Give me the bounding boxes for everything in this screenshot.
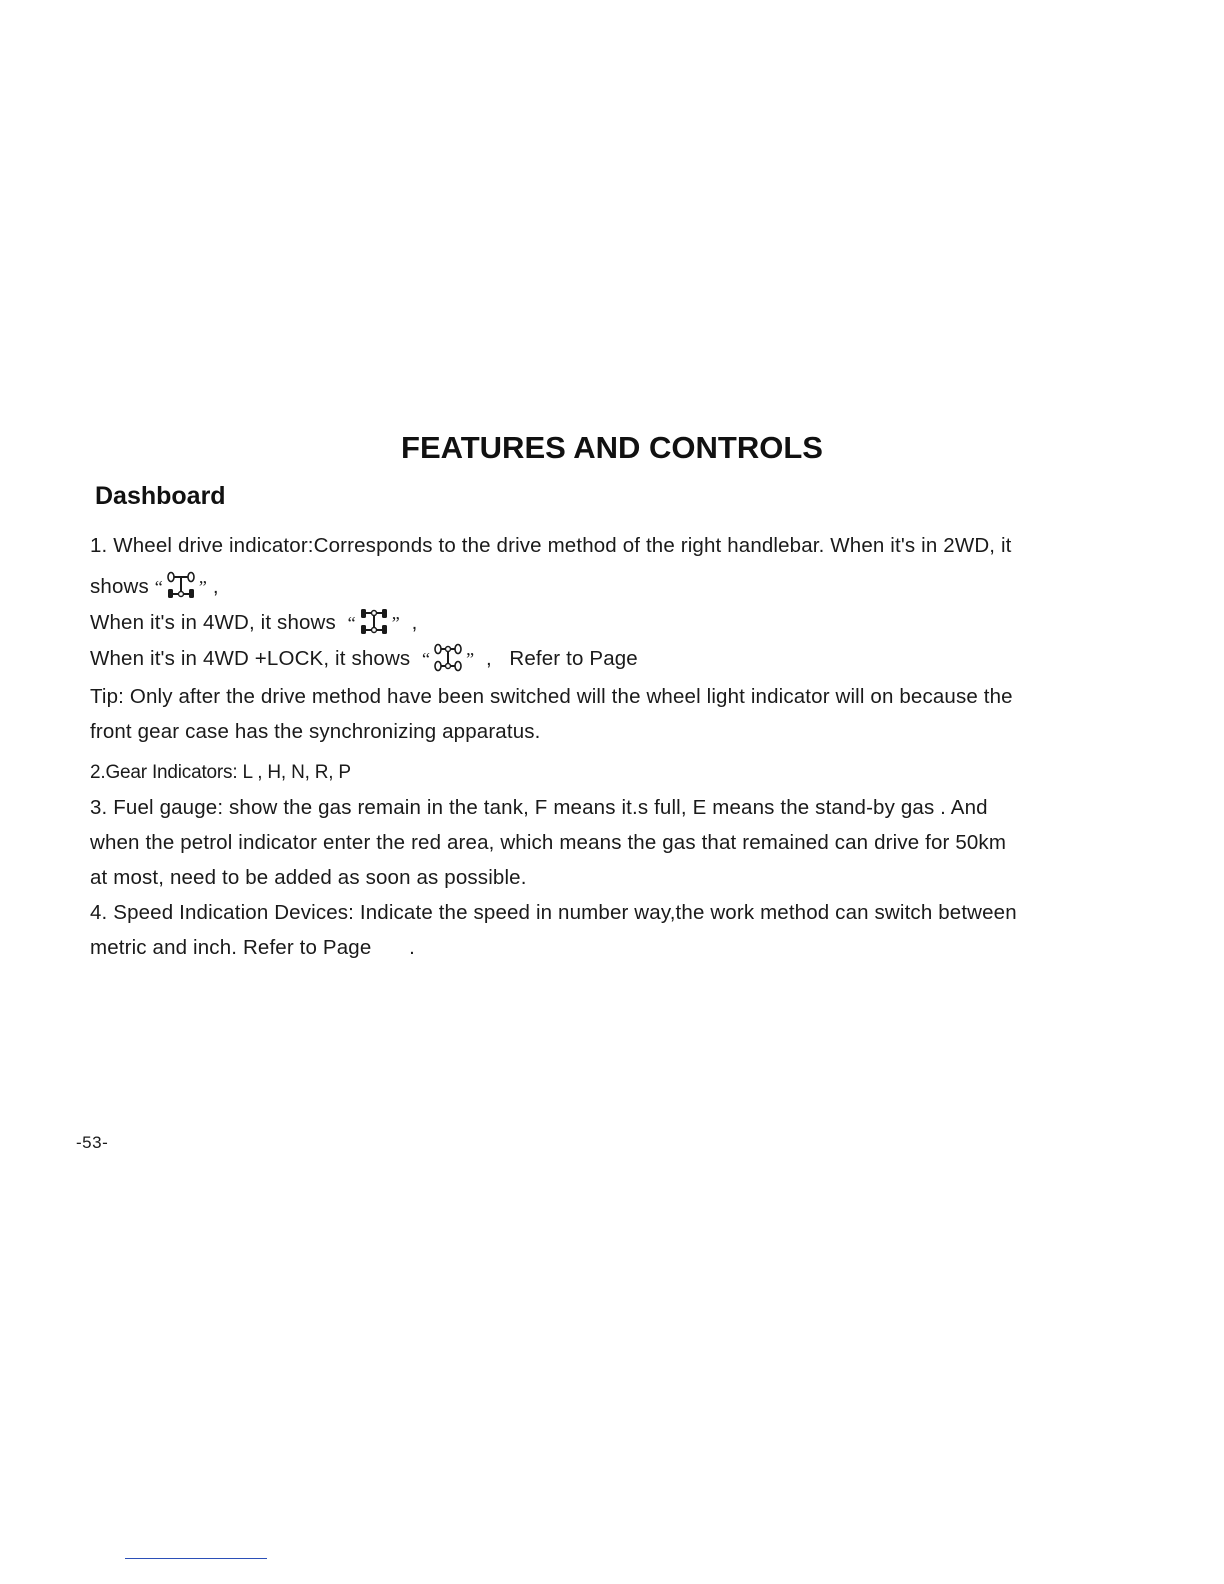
open-quote: “ <box>154 577 163 597</box>
4wd-lock-label: When it's in 4WD +LOCK, it shows <box>90 647 411 670</box>
comma: , <box>486 647 492 670</box>
comma: , <box>212 575 219 598</box>
4wd-drive-icon <box>356 607 392 637</box>
open-quote: “ <box>347 613 356 633</box>
item-3-line-1: 3. Fuel gauge: show the gas remain in the tank, F means it.s full, E means the stand-by gas . And <box>90 796 988 819</box>
item-4-line-2 <box>90 936 415 960</box>
item-4-line-1: 4. Speed Indication Devices: Indicate the speed in number way,the work method can switch between <box>90 901 1017 924</box>
close-quote: ” <box>466 649 475 669</box>
item-3-line-2: when the petrol indicator enter the red area, which means the gas that remained can drive for 50km <box>90 831 1007 854</box>
4wd-label: When it's in 4WD, it shows <box>90 611 336 634</box>
item-1-lock-line <box>90 643 638 673</box>
page-number: -53- <box>76 1133 109 1152</box>
shows-label: shows <box>90 575 149 598</box>
item-2-line-1: 2.Gear Indicators: L , H, N, R, P <box>90 762 351 783</box>
4wd-lock-drive-icon <box>430 643 466 673</box>
refer-to-page-1: Refer to Page <box>509 647 638 670</box>
close-quote: ” <box>391 613 400 633</box>
item-1-line-1: 1. Wheel drive indicator:Corresponds to the drive method of the right handlebar. When it's in 2WD, it <box>90 534 1012 557</box>
item-1-4wd-line <box>90 607 417 637</box>
tip-line-1: Tip: Only after the drive method have been switched will the wheel light indicator will on because the <box>90 685 1013 708</box>
tip-line-2: front gear case has the synchronizing apparatus. <box>90 720 541 743</box>
item-1-2wd-line <box>90 571 219 601</box>
open-quote: “ <box>422 649 431 669</box>
item-3-line-3: at most, need to be added as soon as possible. <box>90 866 527 889</box>
2wd-drive-icon <box>163 571 199 601</box>
comma: , <box>411 611 418 634</box>
section-heading-dashboard: Dashboard <box>95 482 226 510</box>
refer-to-page-2: metric and inch. Refer to Page <box>90 936 372 959</box>
period: . <box>409 936 415 959</box>
close-quote: ” <box>198 577 207 597</box>
page-title: FEATURES AND CONTROLS <box>401 430 823 465</box>
footer-rule <box>125 1558 267 1559</box>
